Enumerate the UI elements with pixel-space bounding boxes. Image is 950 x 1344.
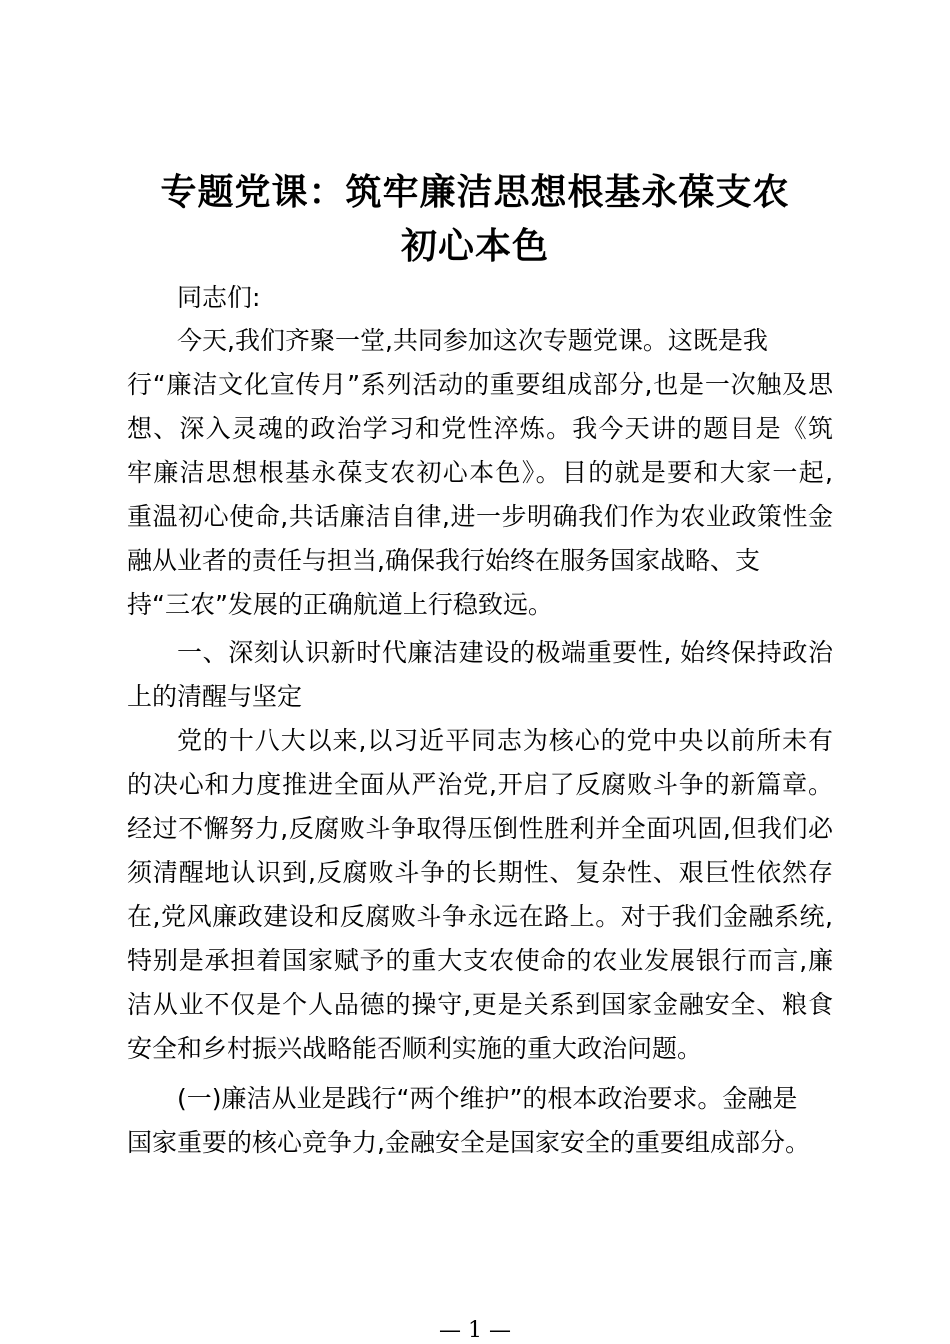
document-title-line-1: 专题党课：筑牢廉洁思想根基永葆支农 [160,171,790,213]
body-line: 行“廉洁文化宣传月”系列活动的重要组成部分,也是一次触及思 [127,370,833,399]
body-line: 今天,我们齐聚一堂,共同参加这次专题党课。这既是我 [177,326,768,355]
body-line: 在,党风廉政建设和反腐败斗争永远在路上。对于我们金融系统, [127,902,833,931]
body-line: 特别是承担着国家赋予的重大支农使命的农业发展银行而言,廉 [127,946,833,975]
document-title-line-2: 初心本色 [400,225,549,267]
body-line: 重温初心使命,共话廉洁自律,进一步明确我们作为农业政策性金 [127,502,833,531]
subsection-line: (一)廉洁从业是践行“两个维护”的根本政治要求。金融是 [177,1084,798,1113]
salutation: 同志们: [177,283,261,312]
body-line: 须清醒地认识到,反腐败斗争的长期性、复杂性、艰巨性依然存 [127,858,833,887]
body-line: 国家重要的核心竞争力,金融安全是国家安全的重要组成部分。 [127,1128,810,1157]
section-heading-line: 上的清醒与坚定 [127,682,303,711]
body-line: 融从业者的责任与担当,确保我行始终在服务国家战略、支 [127,546,760,575]
page-number: — 1 — [439,1318,511,1343]
body-line: 安全和乡村振兴战略能否顺利实施的重大政治问题。 [127,1034,703,1063]
body-line: 牢廉洁思想根基永葆支农初心本色》。目的就是要和大家一起, [127,458,833,487]
body-line: 持“三农”发展的正确航道上行稳致远。 [127,590,553,619]
body-line: 的决心和力度推进全面从严治党,开启了反腐败斗争的新篇章。 [127,770,833,799]
section-heading-line: 一、深刻认识新时代廉洁建设的极端重要性, 始终保持政治 [177,638,833,667]
body-line: 洁从业不仅是个人品德的操守,更是关系到国家金融安全、粮食 [127,990,833,1019]
body-line: 想、深入灵魂的政治学习和党性淬炼。我今天讲的题目是《筑 [127,414,833,443]
body-line: 党的十八大以来,以习近平同志为核心的党中央以前所未有 [177,726,833,755]
body-line: 经过不懈努力,反腐败斗争取得压倒性胜利并全面巩固,但我们必 [127,814,833,843]
